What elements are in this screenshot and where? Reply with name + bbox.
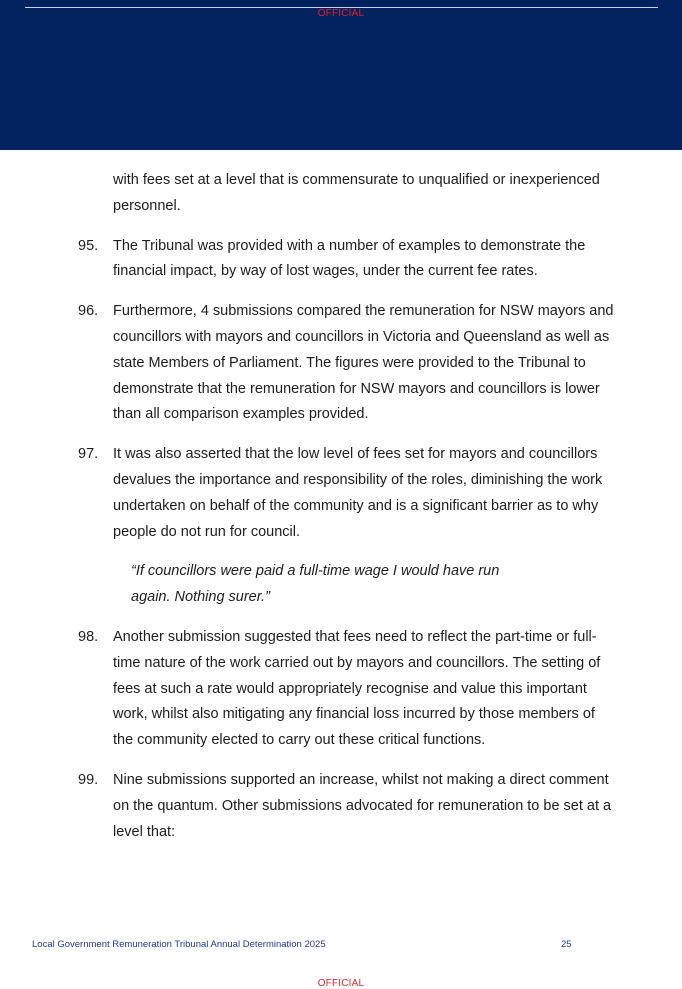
paragraph-98 <box>0 625 682 754</box>
continuation-text: with fees set at a level that is commensurate to unqualified or inexperienced personnel. <box>113 172 600 214</box>
classification-label-top: OFFICIAL <box>317 8 365 19</box>
footer-document-title: Local Government Remuneration Tribunal Annual Determination 2025 <box>32 939 326 950</box>
paragraph-number: 95. <box>78 237 99 254</box>
paragraph-97 <box>0 442 682 545</box>
document-body <box>0 168 682 845</box>
paragraph-text: The Tribunal was provided with a number of examples to demonstrate the financial impact, by way of lost wages, under the current fee rates. <box>113 237 586 280</box>
paragraph-99 <box>0 768 682 845</box>
paragraph-number: 97. <box>78 446 99 463</box>
header-band <box>0 0 682 150</box>
classification-label-bottom: OFFICIAL <box>317 978 365 989</box>
paragraph-number: 98. <box>78 628 99 645</box>
paragraph-text: It was also asserted that the low level of fees set for mayors and councillors devalues the importance and responsibility of the roles, diminishing the work undertaken on behalf of the community and is a significant barrier as to why people do not run for council. <box>113 446 603 540</box>
paragraph-number: 99. <box>78 771 99 788</box>
paragraph-text: Furthermore, 4 submissions compared the remuneration for NSW mayors and councillors with mayors and councillors in Victoria and Queensland as well as state Members of Parliament. The figures were provided to the Tribunal to demonstrate that the remuneration for NSW mayors and councillors is lower than all comparison examples provided. <box>113 303 614 423</box>
paragraph-text: Another submission suggested that fees need to reflect the part-time or full-time nature of the work carried out by mayors and councillors. The setting of fees at such a rate would appropriately recognise and value this important work, whilst also mitigating any financial loss incurred by those members of the community elected to carry out these critical functions. <box>113 628 601 749</box>
block-quote: “If councillors were paid a full-time wage I would have run again. Nothing surer.” <box>131 563 500 606</box>
paragraph-number: 96. <box>78 303 99 320</box>
paragraph-96 <box>0 299 682 428</box>
footer-page-number: 25 <box>561 939 572 950</box>
paragraph-text: Nine submissions supported an increase, whilst not making a direct comment on the quantum. Other submissions advocated for remuneration to be set at a level that: <box>113 771 612 840</box>
paragraph-95 <box>0 234 682 286</box>
